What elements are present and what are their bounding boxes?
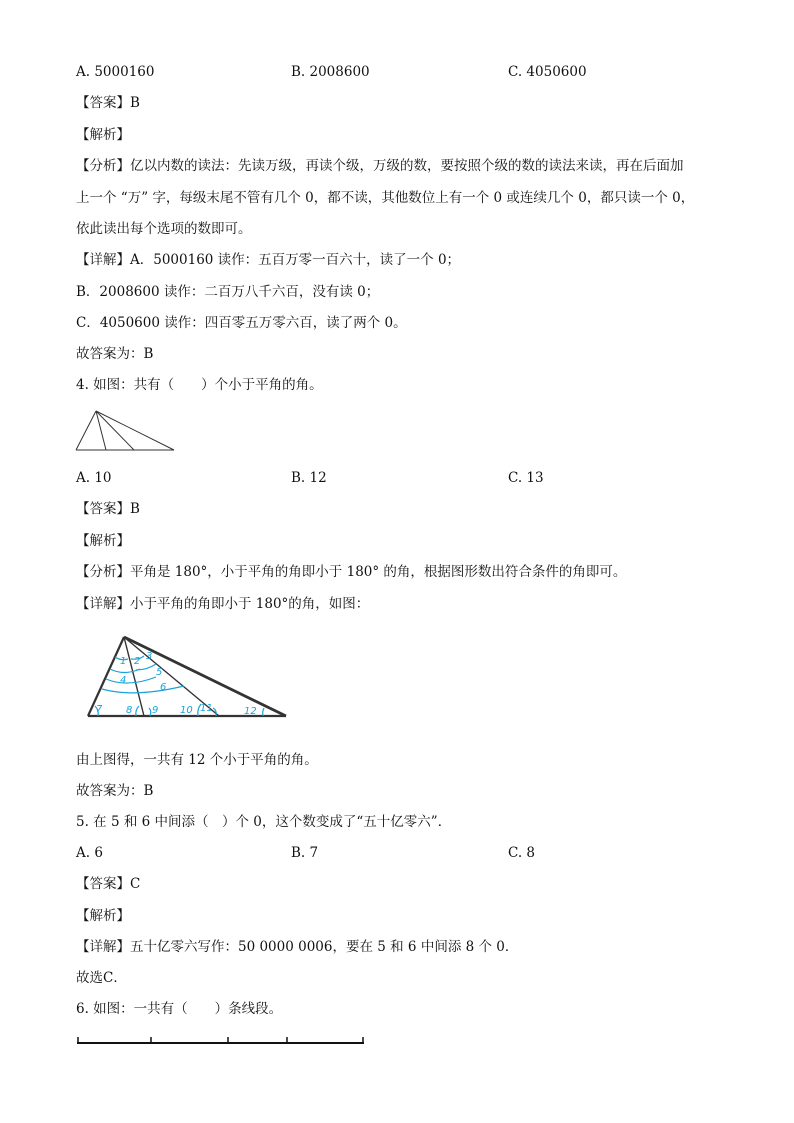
big-left-side: [88, 637, 127, 716]
question-6: 6. 如图：一共有（ ）条线段。: [76, 1001, 283, 1017]
answer-line: 【答案】C: [76, 876, 141, 892]
detail-line-b: B．2008600 读作：二百万八千六百，没有读 0；: [76, 284, 380, 300]
detail-line-a: 【详解】A．5000160 读作：五百万零一百六十，读了一个 0；: [76, 252, 461, 268]
angle-label-1: 1: [120, 656, 127, 667]
inner-ray-1: [96, 411, 106, 450]
detail-line: 【详解】五十亿零六写作：50 0000 0006，要在 5 和 6 中间添 8 个 0．: [76, 939, 519, 955]
option-b: B. 12: [291, 470, 327, 486]
fenxi-tag: 【分析】: [76, 158, 130, 174]
angle-label-3: 3: [146, 651, 153, 662]
result-line: 由上图得，一共有 12 个小于平角的角。: [76, 752, 318, 768]
fenxi-line: 【分析】平角是 180°，小于平角的角即小于 180° 的角，根据图形数出符合条件的角即可。: [76, 564, 627, 580]
option-a: A. 6: [76, 845, 103, 861]
angle-label-2: 2: [134, 656, 141, 667]
triangle-figure: [74, 408, 178, 454]
option-a: A. 10: [76, 470, 112, 486]
triangle-left-side: [76, 411, 96, 450]
angle-label-11: 11: [200, 703, 213, 714]
question-4: 4. 如图：共有（ ）个小于平角的角。: [76, 377, 323, 393]
detail-line: 【详解】小于平角的角即小于 180°的角，如图：: [76, 596, 370, 612]
angle-label-6: 6: [160, 682, 167, 693]
analysis-heading: 【解析】: [76, 533, 130, 549]
option-a: A. 5000160: [76, 64, 155, 80]
analysis-heading: 【解析】: [76, 127, 130, 143]
segment-figure: [76, 1034, 368, 1048]
inner-ray-2: [96, 411, 134, 450]
conclusion-q5: 故选C．: [76, 970, 127, 986]
option-b: B. 2008600: [291, 64, 370, 80]
annotated-triangle-figure: [84, 632, 292, 722]
angle-label-7: 7: [96, 704, 103, 715]
conclusion-q4: 故答案为：B: [76, 783, 154, 799]
answer-value: B: [130, 95, 140, 111]
angle-label-10: 10: [180, 705, 193, 716]
conclusion-q3: 故答案为：B: [76, 346, 154, 362]
angle-label-5: 5: [156, 667, 163, 678]
detail-line-c: C．4050600 读作：四百零五万零六百，读了两个 0。: [76, 315, 407, 331]
fenxi-line-2: 上一个 “万” 字，每级末尾不管有几个 0，都不读，其他数位上有一个 0 或连续几个 0，都只读一个 0，: [76, 190, 695, 206]
detail-tag: 【详解】: [76, 252, 130, 268]
fenxi-line-1: 【分析】亿以内数的读法：先读万级，再读个级，万级的数，要按照个级的数的读法来读，再在后面加: [76, 158, 684, 174]
angle-label-9: 9: [152, 705, 159, 716]
analysis-heading: 【解析】: [76, 908, 130, 924]
angle-label-12: 12: [244, 706, 257, 717]
answer-line: [76, 94, 140, 112]
option-c: C. 13: [508, 470, 544, 486]
answer-tag: 【答案】: [76, 95, 130, 111]
answer-line: 【答案】B: [76, 501, 140, 517]
angle-label-8: 8: [126, 705, 133, 716]
angle-label-4: 4: [120, 675, 127, 686]
question-5: 5. 在 5 和 6 中间添（ ）个 0，这个数变成了“五十亿零六”．: [76, 814, 452, 830]
option-b: B. 7: [291, 845, 319, 861]
fenxi-line-3: 依此读出每个选项的数即可。: [76, 221, 252, 237]
option-c: C. 8: [508, 845, 536, 861]
option-c: C. 4050600: [508, 64, 587, 80]
triangle-right-side: [96, 411, 174, 450]
